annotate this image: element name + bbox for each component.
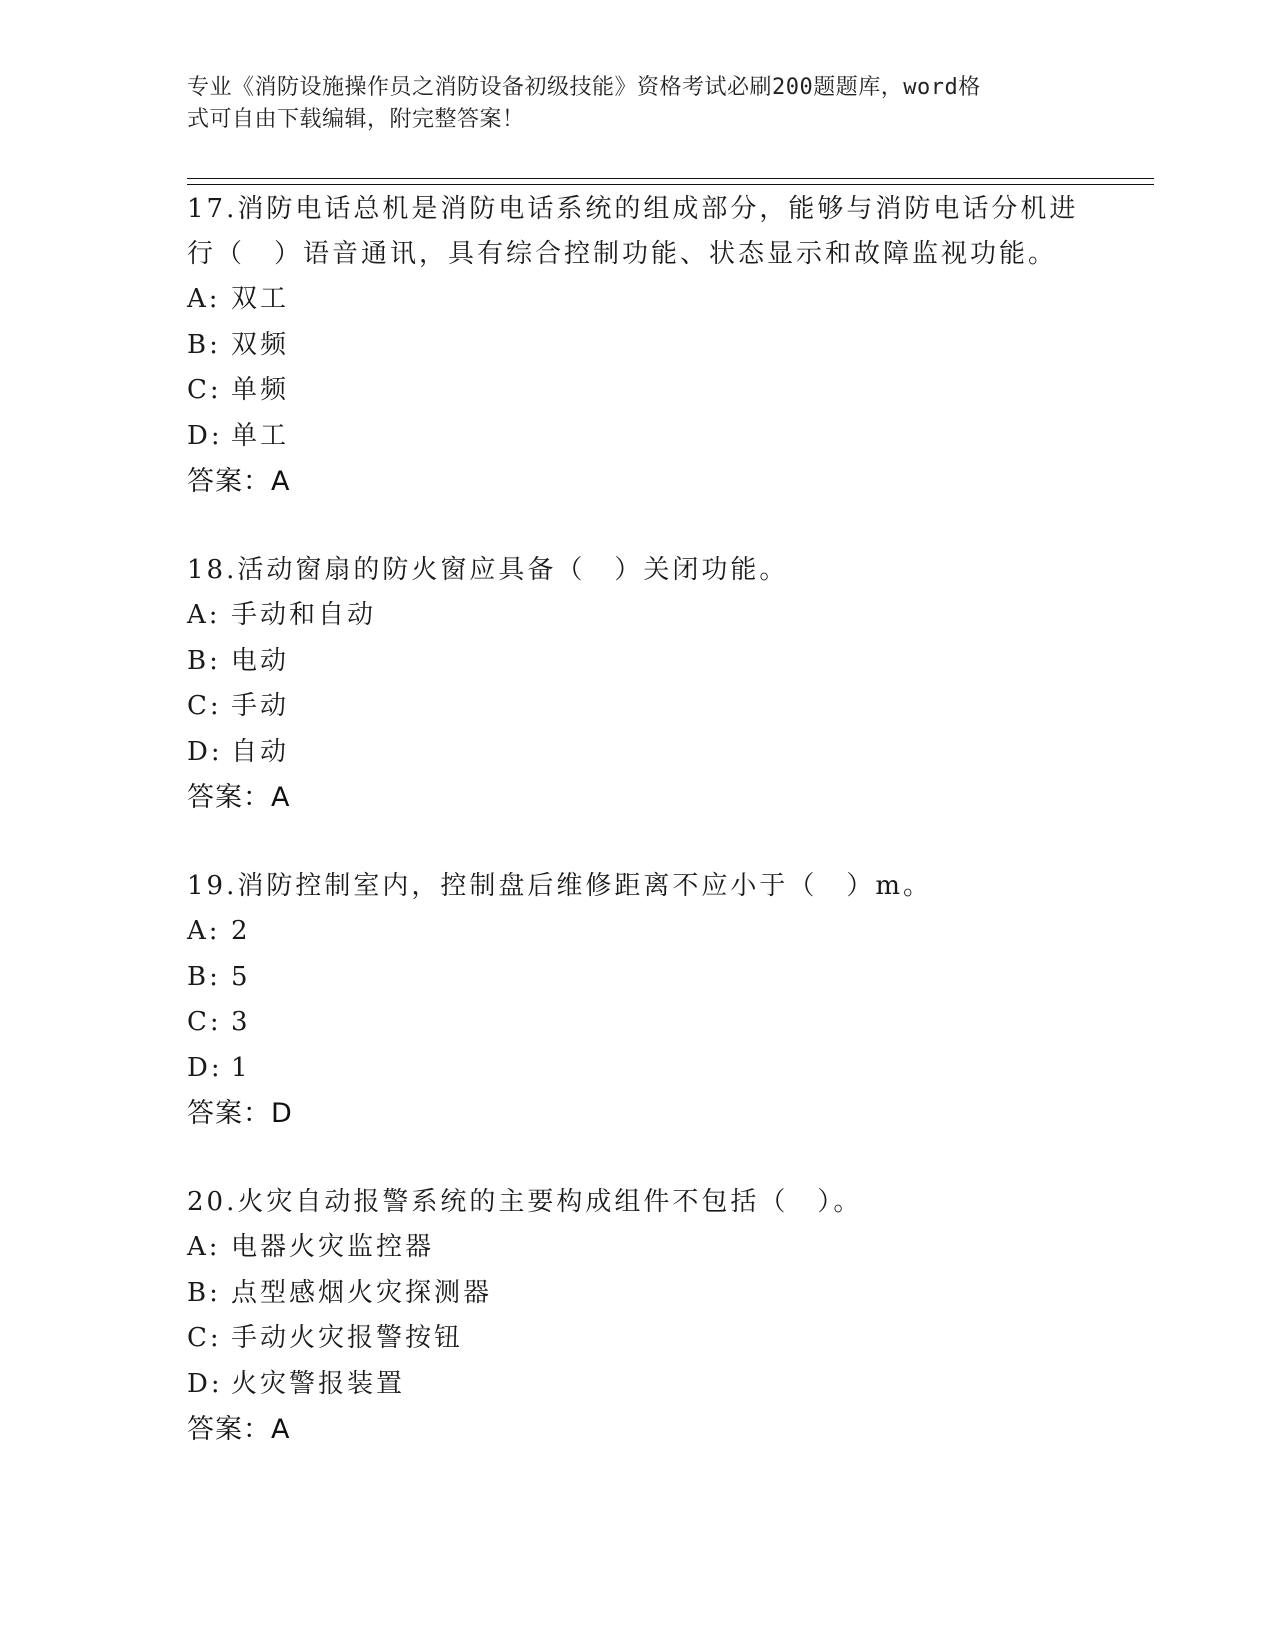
- option-key: D:: [187, 1052, 223, 1083]
- question-text: [187, 864, 1087, 909]
- question-17: [187, 187, 1087, 504]
- option-text: 2: [231, 916, 251, 946]
- option-key: C:: [187, 1007, 222, 1037]
- question-number: 19.: [187, 871, 238, 901]
- option-key: B:: [187, 645, 221, 676]
- option-key: B:: [187, 961, 221, 992]
- header-divider-bottom: [187, 184, 1154, 185]
- option-b: [187, 323, 1087, 369]
- header-divider-top: [187, 178, 1154, 179]
- option-text: 5: [231, 961, 251, 992]
- option-a: [187, 909, 1087, 955]
- header-line-1: 专业《消防设施操作员之消防设备初级技能》资格考试必刷200题题库，word格: [187, 75, 981, 100]
- answer: 答案：A: [187, 782, 291, 813]
- answer: 答案：A: [187, 466, 291, 497]
- option-b: [187, 955, 1087, 1001]
- option-text: 电器火灾监控器: [231, 1232, 435, 1262]
- option-key: A:: [187, 1232, 221, 1262]
- option-text: 电动: [231, 645, 290, 676]
- question-line: 活动窗扇的防火窗应具备（ ）关闭功能。: [237, 555, 789, 585]
- option-text: 手动和自动: [231, 600, 377, 630]
- option-key: C:: [187, 1323, 222, 1353]
- option-key: A:: [187, 600, 221, 630]
- option-text: 双频: [231, 329, 290, 360]
- question-number: 18.: [187, 555, 238, 585]
- document-header: [187, 72, 1067, 136]
- option-key: B:: [187, 329, 221, 360]
- question-19: [187, 864, 1087, 1136]
- question-18: [187, 548, 1087, 820]
- option-c: [187, 1000, 1087, 1046]
- option-key: A:: [187, 916, 221, 946]
- question-line: 行（ ）语音通讯，具有综合控制功能、状态显示和故障监视功能。: [187, 239, 1058, 269]
- option-key: B:: [187, 1277, 221, 1308]
- option-text: 手动: [231, 691, 290, 721]
- option-key: A:: [187, 284, 221, 314]
- option-text: 火灾警报装置: [231, 1368, 406, 1399]
- option-d: [187, 1362, 1087, 1408]
- option-key: C:: [187, 691, 222, 721]
- question-20: [187, 1180, 1087, 1452]
- option-text: 1: [231, 1052, 251, 1083]
- question-line: 消防电话总机是消防电话系统的组成部分，能够与消防电话分机进: [237, 194, 1079, 224]
- option-d: [187, 730, 1087, 776]
- option-key: C:: [187, 375, 222, 405]
- question-text: [187, 1180, 1087, 1225]
- option-d: [187, 1046, 1087, 1092]
- option-key: D:: [187, 420, 223, 451]
- option-b: [187, 1271, 1087, 1317]
- option-text: 点型感烟火灾探测器: [231, 1277, 493, 1308]
- answer: 答案：D: [187, 1098, 293, 1129]
- option-a: [187, 593, 1087, 639]
- question-text: [187, 187, 1087, 277]
- option-a: [187, 1225, 1087, 1271]
- question-number: 17.: [187, 194, 238, 224]
- option-text: 自动: [231, 736, 290, 767]
- question-line: 消防控制室内，控制盘后维修距离不应小于（ ）m。: [237, 871, 933, 901]
- option-a: [187, 277, 1087, 323]
- question-line: 火灾自动报警系统的主要构成组件不包括（ ）。: [237, 1187, 863, 1217]
- option-c: [187, 1316, 1087, 1362]
- option-d: [187, 414, 1087, 460]
- option-key: D:: [187, 1368, 223, 1399]
- option-c: [187, 684, 1087, 730]
- answer: 答案：A: [187, 1414, 291, 1445]
- option-text: 手动火灾报警按钮: [231, 1323, 464, 1353]
- option-text: 3: [231, 1007, 251, 1037]
- header-line-2: 式可自由下载编辑，附完整答案！: [187, 107, 525, 132]
- option-text: 双工: [231, 284, 290, 314]
- option-b: [187, 639, 1087, 685]
- option-key: D:: [187, 736, 223, 767]
- question-number: 20.: [187, 1187, 238, 1217]
- option-text: 单频: [231, 375, 290, 405]
- option-text: 单工: [231, 420, 290, 451]
- question-text: [187, 548, 1087, 593]
- question-list: [187, 187, 1087, 1496]
- option-c: [187, 368, 1087, 414]
